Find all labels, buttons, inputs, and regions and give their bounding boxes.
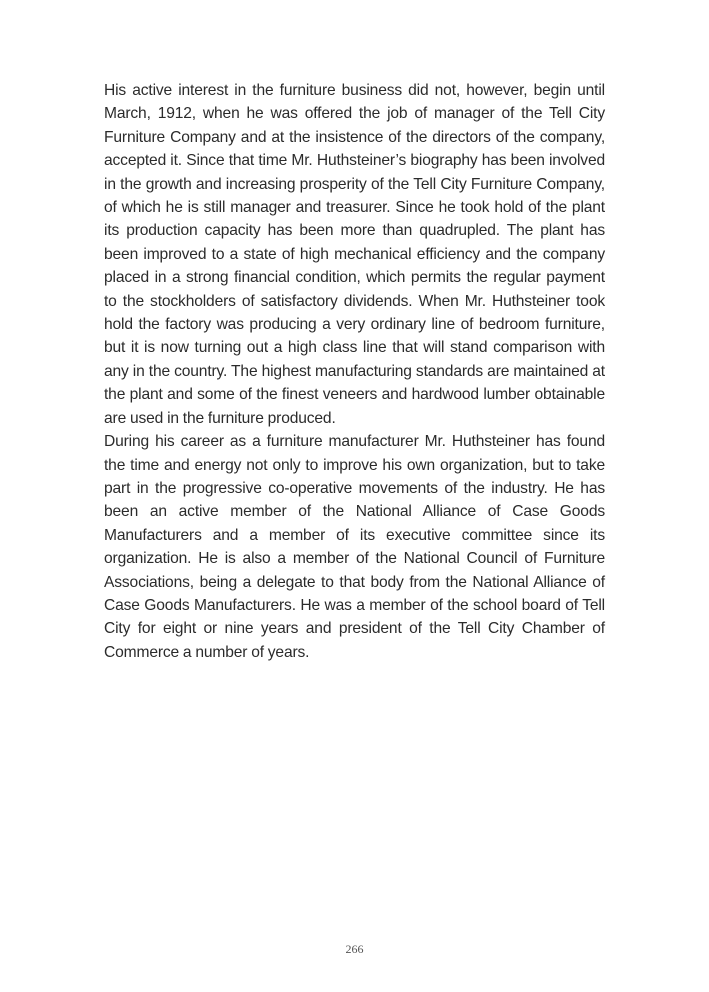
paragraph-1: His active interest in the furniture business did not, however, begin until March, 1912, when he was offered the job of manager of the Tell City Furniture Company and at the insistence of the directors of the company, accepted it. Since that time Mr. Huthsteiner’s biography has been involved in the growth and increasing prosperity of the Tell City Furniture Company, of which he is still manager and treasurer. Since he took hold of the plant its production capacity has been more than quadrupled. The plant has been improved to a state of high mechanical efficiency and the company placed in a strong financial condition, which permits the regular payment to the stockholders of satisfactory dividends. When Mr. Huthsteiner took hold the factory was producing a very ordinary line of bedroom furniture, but it is now turning out a high class line that will stand comparison with any in the country. The highest manufacturing standards are maintained at the plant and some of the finest veneers and hardwood lumber obtainable are used in the furniture produced. (104, 82, 605, 427)
page-number: 266 (345, 942, 364, 956)
body-text (104, 79, 605, 664)
paragraph-2: During his career as a furniture manufacturer Mr. Huthsteiner has found the time and energy not only to improve his own organization, but to take part in the progressive co-operative movements of the industry. He has been an active member of the National Alliance of Case Goods Manufacturers and a member of its executive committee since its organization. He is also a member of the National Council of Furniture Associations, being a delegate to that body from the National Alliance of Case Goods Manufacturers. He was a member of the school board of Tell City for eight or nine years and president of the Tell City Chamber of Commerce a number of years. (104, 433, 605, 661)
